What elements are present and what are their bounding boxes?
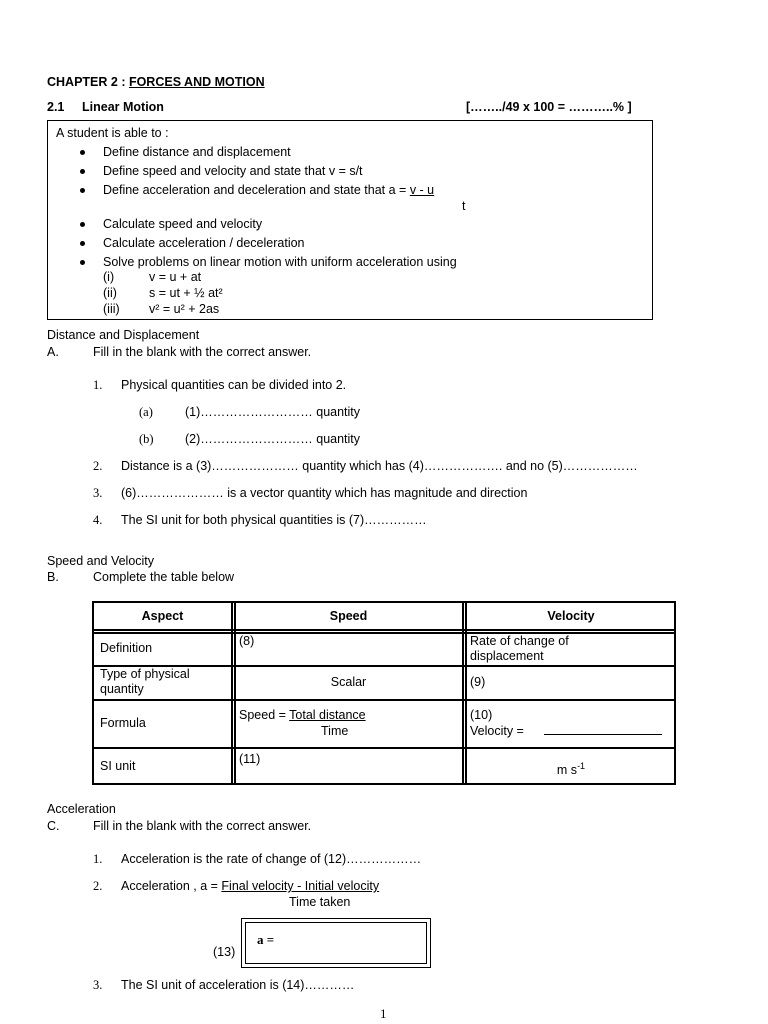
section-b-letter: B. — [47, 570, 59, 584]
bullet-icon — [80, 169, 85, 174]
question-text: The SI unit of acceleration is (14)………… — [121, 978, 355, 992]
fraction-numerator: v - u — [409, 183, 435, 197]
objective-item: Define speed and velocity and state that v = s/t — [103, 164, 363, 178]
table-cell — [466, 759, 676, 778]
table-cell: (10) — [470, 708, 493, 722]
equation-number: (i) — [103, 270, 115, 284]
question-text: Acceleration is the rate of change of (12)……………… — [121, 852, 422, 866]
section-a-heading: Distance and Displacement — [47, 328, 200, 342]
objective-item-text: Define acceleration and deceleration and state that a = — [103, 183, 410, 197]
acceleration-formula-numerator: Final velocity - Initial velocity — [221, 879, 380, 893]
question-number: 2. — [93, 879, 103, 893]
equation-number: (ii) — [103, 286, 117, 300]
section-number: 2.1 — [47, 100, 65, 114]
chapter-heading — [47, 75, 265, 89]
question-number: 1. — [93, 378, 103, 392]
subquestion-label: (b) — [139, 432, 154, 446]
answer-13-box[interactable] — [241, 918, 431, 968]
velocity-formula-blank — [544, 734, 662, 735]
table-divider — [94, 747, 674, 749]
section-c-heading: Acceleration — [47, 802, 116, 816]
fraction-denominator: t — [462, 199, 466, 213]
table-cell: Rate of change of displacement — [470, 634, 569, 663]
table-cell: (8) — [239, 634, 255, 648]
question-number: 3. — [93, 978, 103, 992]
bullet-icon — [80, 222, 85, 227]
answer-13-label: (13) — [213, 945, 236, 959]
table-cell: SI unit — [100, 759, 136, 773]
speed-formula-denominator: Time — [321, 724, 349, 738]
table-divider — [94, 629, 674, 631]
objective-item: Calculate speed and velocity — [103, 217, 263, 231]
score-field: [……../49 x 100 = ………..% ] — [466, 100, 632, 114]
question-text: Physical quantities can be divided into 2. — [121, 378, 347, 392]
acceleration-formula-denominator: Time taken — [289, 895, 351, 909]
objective-item: Define distance and displacement — [103, 145, 291, 159]
chapter-title: FORCES AND MOTION — [128, 75, 265, 89]
section-b-heading: Speed and Velocity — [47, 554, 155, 568]
speed-formula-label: Speed = — [239, 708, 290, 722]
question-text: (6)………………… is a vector quantity which has magnitude and direction — [121, 486, 528, 500]
objective-item — [103, 183, 434, 197]
subquestion-label: (a) — [139, 405, 153, 419]
bullet-icon — [80, 260, 85, 265]
table-cell: (11) — [239, 752, 261, 766]
chapter-prefix: CHAPTER 2 : — [47, 75, 129, 89]
question-text: The SI unit for both physical quantities is (7)…………… — [121, 513, 427, 527]
page-number: 1 — [380, 1006, 387, 1021]
subquestion-text: (2)……………………… quantity — [185, 432, 361, 446]
answer-13-text: a = — [257, 932, 275, 947]
table-cell: Type of physical quantity — [100, 667, 190, 696]
si-velocity-exponent: -1 — [577, 761, 586, 771]
table-cell: Scalar — [330, 675, 367, 689]
bullet-icon — [80, 150, 85, 155]
section-a-letter: A. — [47, 345, 59, 359]
section-c-instruction: Fill in the blank with the correct answer. — [93, 819, 312, 833]
section-c-letter: C. — [47, 819, 60, 833]
equation: v² = u² + 2as — [149, 302, 220, 316]
question-number: 2. — [93, 459, 103, 473]
subquestion-text: (1)……………………… quantity — [185, 405, 361, 419]
equation: s = ut + ½ at² — [149, 286, 223, 300]
objectives-intro: A student is able to : — [56, 126, 169, 140]
question-number: 4. — [93, 513, 103, 527]
si-velocity-base: m s — [556, 763, 578, 778]
velocity-formula-label: Velocity = — [470, 724, 524, 738]
table-header-aspect: Aspect — [141, 609, 184, 623]
question-text: Distance is a (3)………………… quantity which has (4)………………. and no (5)……………… — [121, 459, 638, 473]
section-title: Linear Motion — [82, 100, 164, 114]
equation-number: (iii) — [103, 302, 120, 316]
bullet-icon — [80, 241, 85, 246]
speed-formula — [239, 708, 366, 723]
table-cell: Definition — [100, 641, 153, 655]
equation: v = u + at — [149, 270, 202, 284]
table-header-velocity: Velocity — [547, 609, 595, 623]
question-number: 3. — [93, 486, 103, 500]
objective-item: Solve problems on linear motion with uniform acceleration using — [103, 255, 457, 269]
table-divider — [94, 699, 674, 701]
acceleration-formula — [121, 879, 379, 893]
objective-item: Calculate acceleration / deceleration — [103, 236, 305, 250]
table-cell: (9) — [470, 675, 486, 689]
table-header-speed: Speed — [329, 609, 368, 623]
speed-formula-numerator: Total distance — [289, 708, 366, 722]
section-a-instruction: Fill in the blank with the correct answer. — [93, 345, 312, 359]
bullet-icon — [80, 188, 85, 193]
question-number: 1. — [93, 852, 103, 866]
table-cell: Formula — [100, 716, 146, 730]
acceleration-formula-prefix: Acceleration , a = — [121, 879, 222, 893]
answer-13-inner-box — [245, 922, 427, 964]
speed-velocity-table — [92, 601, 676, 785]
section-b-instruction: Complete the table below — [93, 570, 235, 584]
